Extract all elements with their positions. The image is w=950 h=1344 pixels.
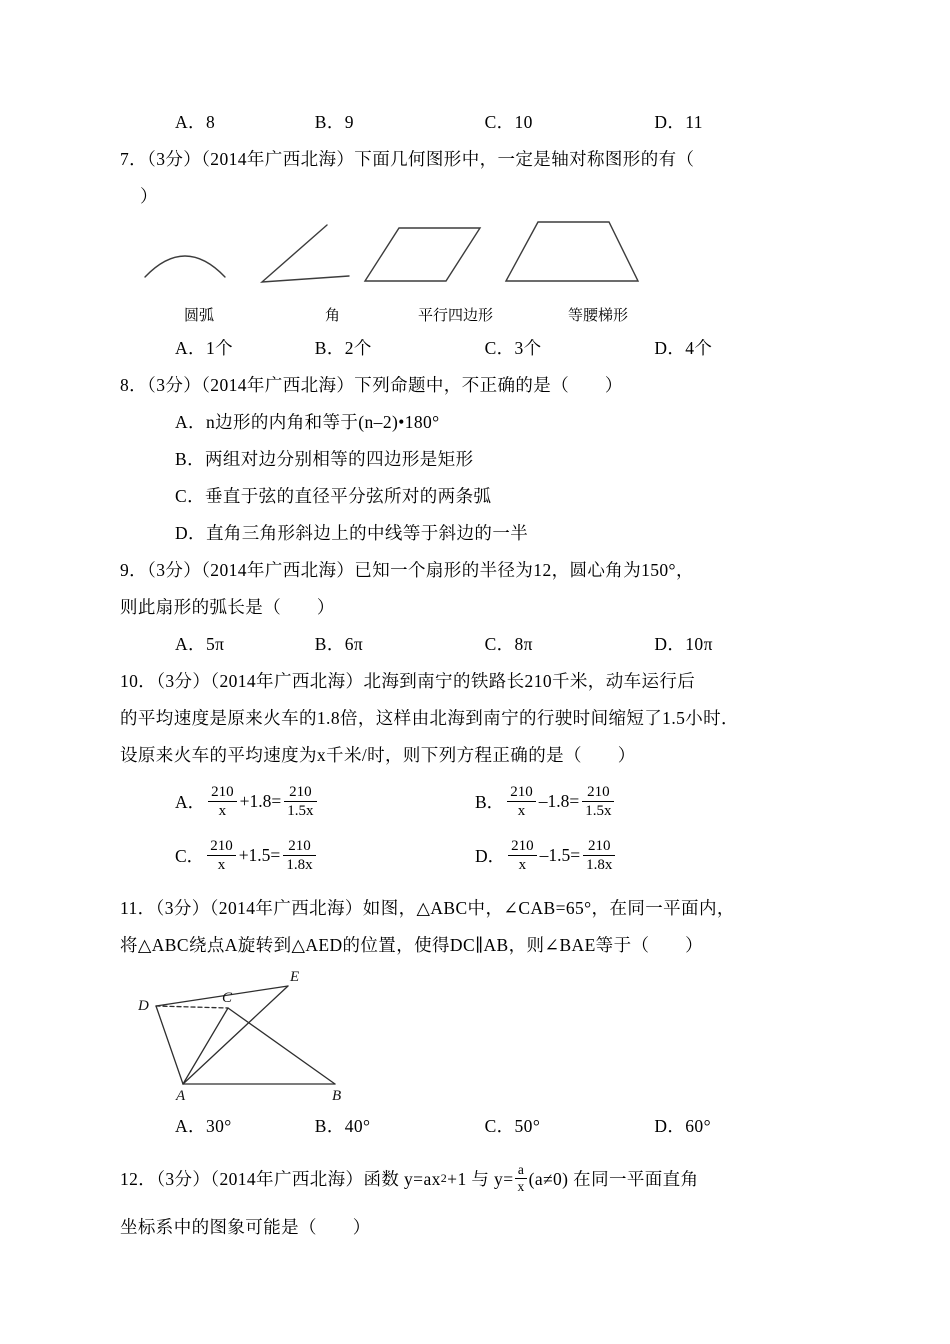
q10-equation-b-label: B． [475, 791, 505, 812]
fraction: $\frac{210}{x}$ [207, 837, 236, 874]
arc-shape [145, 256, 225, 277]
q7-shape-labels [142, 304, 840, 330]
q12-superscript: 2 [440, 1170, 448, 1185]
q9-option-b: B．6π [314, 634, 364, 654]
q10-equation-row-ab [120, 774, 840, 828]
q11-stem-line1: 11．（3分）（2014年广西北海）如图，△ABC中，∠CAB=65°，在同一平面内， [120, 898, 735, 918]
q11-option-d: D．60° [654, 1116, 711, 1136]
q11-option-b: B．40° [314, 1116, 371, 1136]
q12-stem-post: (a≠0) 在同一平面直角 [528, 1168, 699, 1189]
q7-option-b: B．2个 [314, 338, 372, 358]
dashed-DC [156, 1006, 228, 1008]
point-label-B: B [332, 1088, 342, 1102]
trapezoid-label: 等腰梯形 [568, 308, 629, 324]
fraction: $\frac{210}{1.8x}$ [583, 837, 615, 874]
q12-stem-mid: +1 与 y= [447, 1168, 514, 1189]
q10-equation-row-cd [120, 828, 840, 882]
q12-stem-pre: 12．（3分）（2014年广西北海）函数 y=ax [120, 1168, 441, 1189]
q6-option-c: C．10 [484, 112, 533, 132]
angle-label: 角 [325, 308, 341, 324]
q7-option-c: C．3个 [484, 338, 542, 358]
side-AE [183, 986, 288, 1084]
q9-stem-line1: 9．（3分）（2014年广西北海）已知一个扇形的半径为12，圆心角为150°， [120, 560, 694, 580]
point-label-A: A [176, 1088, 186, 1102]
q10-stem-line2: 的平均速度是原来火车的1.8倍，这样由北海到南宁的行驶时间缩短了1.5小时． [120, 708, 739, 728]
q6-option-b: B．9 [314, 112, 354, 132]
q11-option-c: C．50° [484, 1116, 541, 1136]
q6-options-row [120, 104, 840, 141]
q8-option-a: A．n边形的内角和等于(n–2)•180° [175, 412, 440, 432]
q8-option-b: B．两组对边分别相等的四边形是矩形 [175, 449, 474, 469]
point-label-E: E [290, 969, 300, 985]
side-AC [183, 1008, 228, 1084]
fraction: $\frac{210}{1.5x}$ [284, 783, 316, 820]
q6-option-a: A．8 [175, 112, 216, 132]
q11-options-row [120, 1108, 840, 1145]
fraction: $\frac{210}{x}$ [507, 783, 536, 820]
q8-option-c: C．垂直于弦的直径平分弦所对的两条弧 [175, 486, 492, 506]
fraction: $\frac{210}{1.5x}$ [582, 783, 614, 820]
q10-equation-a [175, 783, 475, 820]
fraction: $\frac{210}{x}$ [508, 837, 537, 874]
side-AD [156, 1006, 183, 1084]
q10-equation-d-label: D． [475, 845, 506, 866]
q9-option-a: A．5π [175, 634, 225, 654]
arc-label: 圆弧 [184, 308, 215, 324]
q11-triangle-figure [138, 968, 368, 1102]
q10-equation-c [175, 837, 475, 874]
q7-option-d: D．4个 [654, 338, 713, 358]
q11-stem-line2: 将△ABC绕点A旋转到△AED的位置，使得DC∥AB，则∠BAE等于（ ） [120, 935, 704, 955]
q10-equation-c-operator: +1.5= [238, 844, 281, 865]
q12-stem-line2: 坐标系中的图象可能是（ ） [120, 1217, 371, 1237]
parallelogram-shape [365, 228, 480, 281]
q10-equation-a-label: A． [175, 791, 206, 812]
point-label-D: D [138, 998, 149, 1014]
q10-stem-line1: 10．（3分）（2014年广西北海）北海到南宁的铁路长210千米，动车运行后 [120, 671, 696, 691]
q10-equation-a-operator: +1.8= [239, 790, 282, 811]
side-BC [228, 1008, 335, 1084]
q9-option-c: C．8π [484, 634, 533, 654]
trapezoid-shape [506, 222, 638, 281]
q9-options-row [120, 626, 840, 663]
q10-equation-c-label: C． [175, 845, 205, 866]
point-label-C: C [222, 990, 233, 1006]
q10-equation-d-operator: –1.5= [539, 844, 581, 865]
fraction: $\frac{210}{1.8x}$ [283, 837, 315, 874]
q11-option-a: A．30° [175, 1116, 232, 1136]
q7-stem-line2: ） [140, 186, 158, 206]
q8-stem: 8．（3分）（2014年广西北海）下列命题中，不正确的是（ ） [120, 375, 623, 395]
fraction-a-over-x: $\frac{a}{x}$ [517, 1161, 525, 1194]
q8-option-d: D．直角三角形斜边上的中线等于斜边的一半 [175, 523, 529, 543]
q9-option-d: D．10π [654, 634, 713, 654]
q7-stem-line1: 7．（3分）（2014年广西北海）下面几何图形中，一定是轴对称图形的有（ [120, 149, 695, 169]
q7-option-a: A．1个 [175, 338, 233, 358]
q9-stem-line2: 则此扇形的弧长是（ ） [120, 597, 335, 617]
q7-options-row [120, 330, 840, 367]
q12-stem-line1 [120, 1155, 840, 1201]
parallelogram-label: 平行四边形 [418, 308, 494, 324]
fraction: $\frac{210}{x}$ [208, 783, 237, 820]
q10-equation-b-operator: –1.8= [538, 790, 580, 811]
q6-option-d: D．11 [654, 112, 703, 132]
q10-equation-b [475, 783, 775, 820]
q7-shapes-illustration [142, 219, 662, 299]
q10-stem-line3: 设原来火车的平均速度为x千米/时，则下列方程正确的是（ ） [120, 745, 636, 765]
angle-shape [262, 225, 349, 282]
q10-equation-d [475, 837, 775, 874]
q7-figure [142, 219, 840, 330]
